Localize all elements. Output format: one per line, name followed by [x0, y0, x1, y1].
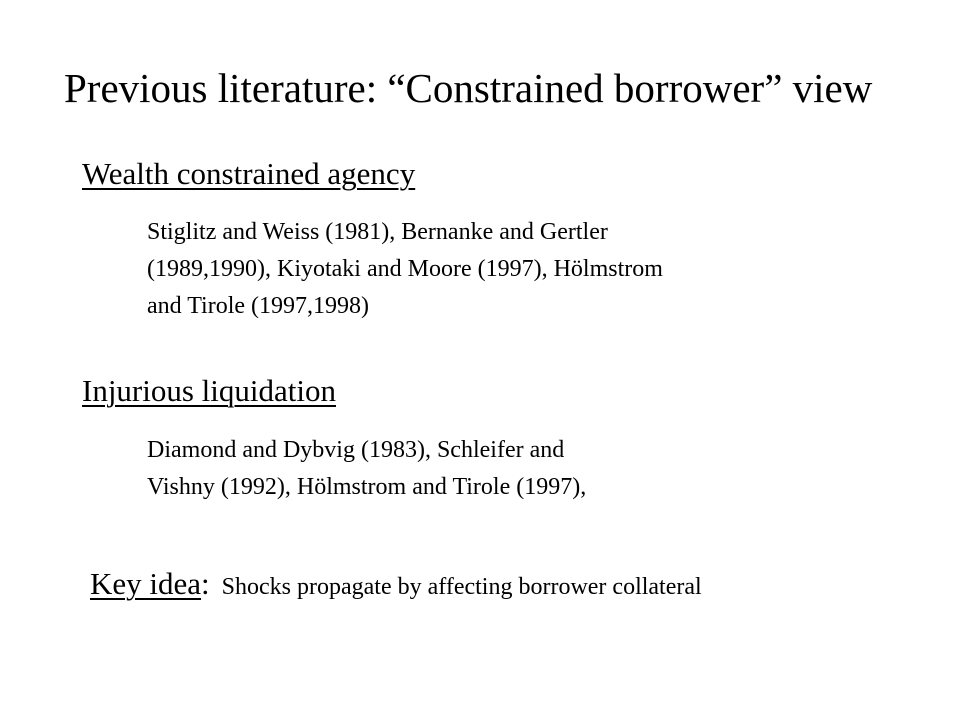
citation-line: Stiglitz and Weiss (1981), Bernanke and Gertler — [147, 219, 608, 245]
key-idea-colon: : — [201, 566, 210, 601]
citation-line: (1989,1990), Kiyotaki and Moore (1997), Hölmstrom — [147, 256, 663, 282]
slide-title: Previous literature: “Constrained borrower” view — [64, 65, 873, 111]
key-idea — [90, 566, 702, 605]
citation-line: Diamond and Dybvig (1983), Schleifer and — [147, 437, 565, 463]
section-heading-injurious-liquidation: Injurious liquidation — [82, 373, 337, 408]
section-heading-wealth-constrained-agency: Wealth constrained agency — [82, 156, 416, 191]
citations-injurious-liquidation — [147, 432, 867, 506]
key-idea-text: Shocks propagate by affecting borrower collateral — [221, 574, 702, 600]
key-idea-label: Key idea — [90, 566, 202, 601]
citation-line: Vishny (1992), Hölmstrom and Tirole (1997), — [147, 474, 587, 500]
citations-wealth-constrained-agency — [147, 214, 867, 325]
citation-line: and Tirole (1997,1998) — [147, 293, 369, 319]
